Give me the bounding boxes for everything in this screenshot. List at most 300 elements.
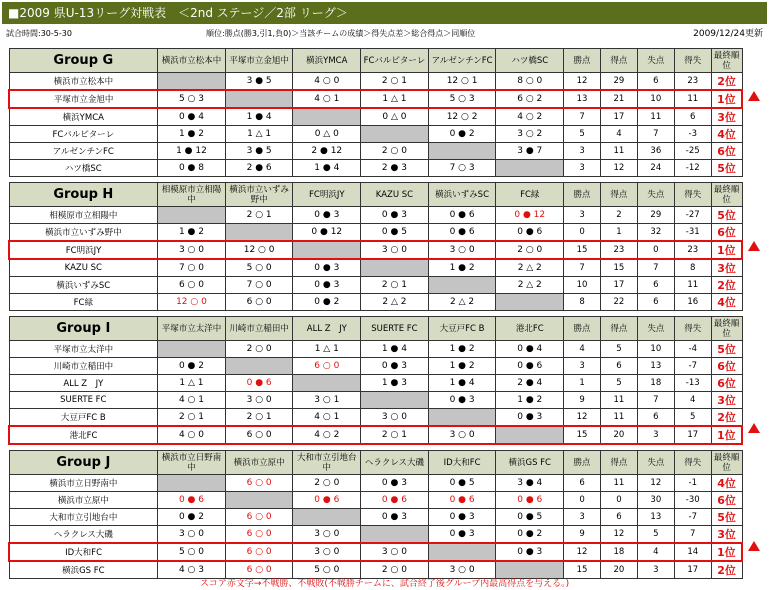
stat-pts: 5 bbox=[564, 126, 601, 143]
match-result: 3 ● 4 bbox=[496, 475, 564, 492]
column-header-team: 川崎市立稲田中 bbox=[225, 317, 293, 341]
match-result: 2 ○ 0 bbox=[225, 341, 293, 358]
match-result: 4 ○ 3 bbox=[158, 561, 226, 579]
stat-gd: -7 bbox=[674, 358, 711, 375]
column-header-team: 相模原市立相陽中 bbox=[158, 183, 226, 207]
stat-ga: 3 bbox=[637, 561, 674, 579]
column-header-ga: 失点 bbox=[637, 183, 674, 207]
match-result: 0 ● 6 bbox=[225, 375, 293, 392]
stat-ga: 0 bbox=[637, 241, 674, 259]
stat-gd: -3 bbox=[674, 126, 711, 143]
subheader bbox=[6, 27, 763, 41]
match-result: 2 ● 4 bbox=[496, 375, 564, 392]
match-result: 6 ○ 0 bbox=[225, 475, 293, 492]
match-result: 6 ○ 0 bbox=[293, 358, 361, 375]
match-result: 0 ● 6 bbox=[428, 224, 496, 242]
team-name: 相模原市立相陽中 bbox=[9, 207, 158, 224]
match-result: 3 ○ 0 bbox=[361, 543, 429, 561]
stat-pts: 12 bbox=[564, 409, 601, 427]
stat-gd: -12 bbox=[674, 160, 711, 177]
column-header-gf: 得点 bbox=[600, 183, 637, 207]
match-result: 4 ○ 0 bbox=[293, 73, 361, 91]
match-result: 0 ● 3 bbox=[428, 392, 496, 409]
table-row bbox=[9, 492, 742, 509]
team-name: 大豆戸FC B bbox=[9, 409, 158, 427]
table-row bbox=[9, 143, 742, 160]
diagonal-cell bbox=[361, 259, 429, 277]
stat-gd: -25 bbox=[674, 143, 711, 160]
stat-gd: 11 bbox=[674, 277, 711, 294]
match-result: 5 ○ 3 bbox=[158, 90, 226, 108]
final-rank: 2位 bbox=[711, 561, 742, 579]
match-result: 0 ● 6 bbox=[158, 492, 226, 509]
match-result: 7 ○ 3 bbox=[428, 160, 496, 177]
stat-gf: 0 bbox=[600, 492, 637, 509]
stat-pts: 9 bbox=[564, 526, 601, 544]
stat-gf: 23 bbox=[600, 241, 637, 259]
match-result: 2 ○ 0 bbox=[361, 561, 429, 579]
match-result: 3 ● 5 bbox=[225, 143, 293, 160]
column-header-team: 横浜YMCA bbox=[293, 49, 361, 73]
final-rank: 1位 bbox=[711, 426, 742, 444]
match-result: 1 ● 4 bbox=[361, 341, 429, 358]
stat-pts: 10 bbox=[564, 277, 601, 294]
final-rank: 6位 bbox=[711, 358, 742, 375]
stat-pts: 7 bbox=[564, 259, 601, 277]
table-row bbox=[9, 224, 742, 242]
table-row bbox=[9, 358, 742, 375]
diagonal-cell bbox=[428, 543, 496, 561]
table-row bbox=[9, 126, 742, 143]
match-result: 2 △ 2 bbox=[428, 294, 496, 311]
match-result: 0 ● 4 bbox=[158, 108, 226, 126]
column-header-gd: 得失 bbox=[674, 183, 711, 207]
match-result: 2 △ 2 bbox=[361, 294, 429, 311]
team-name: 港北FC bbox=[9, 426, 158, 444]
match-result: 6 ○ 0 bbox=[225, 543, 293, 561]
diagonal-cell bbox=[496, 160, 564, 177]
stat-ga: 18 bbox=[637, 375, 674, 392]
diagonal-cell bbox=[361, 392, 429, 409]
match-result: 1 ● 2 bbox=[158, 224, 226, 242]
diagonal-cell bbox=[428, 409, 496, 427]
match-result: 0 ● 2 bbox=[428, 126, 496, 143]
match-result: 0 ● 12 bbox=[293, 224, 361, 242]
diagonal-cell bbox=[293, 375, 361, 392]
match-result: 0 ● 3 bbox=[361, 358, 429, 375]
stat-gd: -7 bbox=[674, 509, 711, 526]
column-header-pts: 勝点 bbox=[564, 183, 601, 207]
column-header-team: 港北FC bbox=[496, 317, 564, 341]
table-row bbox=[9, 73, 742, 91]
stat-gd: 23 bbox=[674, 73, 711, 91]
stat-ga: 32 bbox=[637, 224, 674, 242]
diagonal-cell bbox=[225, 90, 293, 108]
stat-ga: 10 bbox=[637, 341, 674, 358]
group-name: Group J bbox=[9, 451, 158, 475]
stat-gd: -13 bbox=[674, 375, 711, 392]
stat-gd: 4 bbox=[674, 392, 711, 409]
stat-gd: 14 bbox=[674, 543, 711, 561]
match-result: 1 ● 4 bbox=[225, 108, 293, 126]
match-result: 4 ○ 2 bbox=[293, 426, 361, 444]
group-table bbox=[8, 48, 743, 177]
stat-gf: 20 bbox=[600, 561, 637, 579]
diagonal-cell bbox=[158, 475, 226, 492]
stat-gf: 17 bbox=[600, 108, 637, 126]
match-result: 1 ● 3 bbox=[361, 375, 429, 392]
column-header-team: 横浜市立いずみ野中 bbox=[225, 183, 293, 207]
team-name: SUERTE FC bbox=[9, 392, 158, 409]
winner-marker-icon bbox=[748, 423, 760, 433]
group-section bbox=[8, 450, 743, 579]
winner-marker-icon bbox=[748, 91, 760, 101]
stat-gd: 16 bbox=[674, 294, 711, 311]
diagonal-cell bbox=[496, 294, 564, 311]
column-header-team: 横浜いずみSC bbox=[428, 183, 496, 207]
stat-ga: 7 bbox=[637, 392, 674, 409]
stat-gf: 4 bbox=[600, 126, 637, 143]
match-result: 2 ○ 1 bbox=[158, 409, 226, 427]
table-row bbox=[9, 259, 742, 277]
match-result: 2 ● 3 bbox=[361, 160, 429, 177]
final-rank: 2位 bbox=[711, 277, 742, 294]
final-rank: 3位 bbox=[711, 526, 742, 544]
group-table bbox=[8, 316, 743, 445]
stat-gd: 23 bbox=[674, 241, 711, 259]
match-result: 3 ○ 0 bbox=[225, 392, 293, 409]
stat-ga: 10 bbox=[637, 90, 674, 108]
stat-gf: 29 bbox=[600, 73, 637, 91]
match-result: 1 ● 2 bbox=[496, 392, 564, 409]
column-header-team: 横浜GS FC bbox=[496, 451, 564, 475]
table-row bbox=[9, 409, 742, 427]
match-result: 0 ● 4 bbox=[496, 341, 564, 358]
diagonal-cell bbox=[361, 126, 429, 143]
diagonal-cell bbox=[428, 277, 496, 294]
footnote: スコア赤文字→不戦勝、不戦敗(不戦勝チームに、試合終了後グループ内最高得点を与える。) bbox=[199, 579, 570, 589]
stat-pts: 12 bbox=[564, 543, 601, 561]
match-result: 1 △ 1 bbox=[293, 341, 361, 358]
stat-gd: -30 bbox=[674, 492, 711, 509]
team-name: FC明浜JY bbox=[9, 241, 158, 259]
match-result: 4 ○ 2 bbox=[496, 108, 564, 126]
stat-gf: 22 bbox=[600, 294, 637, 311]
match-result: 0 ● 6 bbox=[428, 207, 496, 224]
match-result: 0 ● 3 bbox=[293, 207, 361, 224]
match-result: 1 △ 1 bbox=[225, 126, 293, 143]
final-rank: 5位 bbox=[711, 160, 742, 177]
diagonal-cell bbox=[158, 341, 226, 358]
match-result: 0 ● 2 bbox=[158, 509, 226, 526]
column-header-team: 大和市立引地台中 bbox=[293, 451, 361, 475]
match-result: 1 ● 2 bbox=[158, 126, 226, 143]
table-row bbox=[9, 241, 742, 259]
column-header-gf: 得点 bbox=[600, 451, 637, 475]
match-result: 6 ○ 0 bbox=[225, 561, 293, 579]
diagonal-cell bbox=[225, 358, 293, 375]
stat-pts: 15 bbox=[564, 426, 601, 444]
match-result: 0 ● 3 bbox=[428, 526, 496, 544]
stat-pts: 6 bbox=[564, 475, 601, 492]
match-result: 0 ● 3 bbox=[361, 207, 429, 224]
team-name: 横浜YMCA bbox=[9, 108, 158, 126]
column-header-team: アルゼンチンFC bbox=[428, 49, 496, 73]
stat-ga: 13 bbox=[637, 358, 674, 375]
stat-ga: 7 bbox=[637, 126, 674, 143]
match-result: 2 △ 2 bbox=[496, 259, 564, 277]
match-result: 6 ○ 0 bbox=[225, 294, 293, 311]
final-rank: 6位 bbox=[711, 492, 742, 509]
match-result: 1 ● 2 bbox=[428, 358, 496, 375]
match-result: 0 ● 3 bbox=[428, 509, 496, 526]
match-result: 7 ○ 0 bbox=[225, 277, 293, 294]
match-result: 0 ● 6 bbox=[293, 492, 361, 509]
stat-gf: 11 bbox=[600, 409, 637, 427]
stat-gf: 11 bbox=[600, 143, 637, 160]
stat-ga: 29 bbox=[637, 207, 674, 224]
team-name: 平塚市立太洋中 bbox=[9, 341, 158, 358]
stat-gd: -27 bbox=[674, 207, 711, 224]
final-rank: 1位 bbox=[711, 543, 742, 561]
column-header-team: ID大和FC bbox=[428, 451, 496, 475]
stat-gd: -31 bbox=[674, 224, 711, 242]
match-result: 2 ○ 1 bbox=[225, 409, 293, 427]
final-rank: 5位 bbox=[711, 341, 742, 358]
diagonal-cell bbox=[158, 207, 226, 224]
stat-gf: 1 bbox=[600, 224, 637, 242]
column-header-ga: 失点 bbox=[637, 49, 674, 73]
match-result: 5 ○ 0 bbox=[225, 259, 293, 277]
match-result: 3 ○ 0 bbox=[428, 426, 496, 444]
diagonal-cell bbox=[225, 224, 293, 242]
stat-gd: -4 bbox=[674, 341, 711, 358]
match-result: 1 ● 2 bbox=[428, 259, 496, 277]
table-row bbox=[9, 426, 742, 444]
group-section bbox=[8, 316, 743, 445]
final-rank: 1位 bbox=[711, 241, 742, 259]
column-header-team: 横浜市立松本中 bbox=[158, 49, 226, 73]
final-rank: 3位 bbox=[711, 108, 742, 126]
stat-gf: 21 bbox=[600, 90, 637, 108]
column-header-rank: 最終順位 bbox=[711, 317, 742, 341]
final-rank: 5位 bbox=[711, 509, 742, 526]
team-name: ALL Z JY bbox=[9, 375, 158, 392]
stat-pts: 13 bbox=[564, 90, 601, 108]
final-rank: 3位 bbox=[711, 392, 742, 409]
match-result: 12 ○ 0 bbox=[225, 241, 293, 259]
stat-gf: 11 bbox=[600, 475, 637, 492]
match-result: 3 ○ 0 bbox=[293, 543, 361, 561]
stat-gf: 2 bbox=[600, 207, 637, 224]
stat-gf: 17 bbox=[600, 277, 637, 294]
match-result: 5 ○ 3 bbox=[428, 90, 496, 108]
stat-ga: 4 bbox=[637, 543, 674, 561]
stat-gf: 5 bbox=[600, 341, 637, 358]
column-header-team: 平塚市立金旭中 bbox=[225, 49, 293, 73]
diagonal-cell bbox=[293, 241, 361, 259]
stat-gf: 15 bbox=[600, 259, 637, 277]
column-header-team: ヘラクレス大磯 bbox=[361, 451, 429, 475]
match-result: 0 ● 3 bbox=[361, 475, 429, 492]
stat-gd: 5 bbox=[674, 409, 711, 427]
column-header-team: 大豆戸FC B bbox=[428, 317, 496, 341]
stat-pts: 0 bbox=[564, 492, 601, 509]
column-header-team: 横浜市立日野南中 bbox=[158, 451, 226, 475]
group-name: Group G bbox=[9, 49, 158, 73]
match-result: 3 ○ 0 bbox=[361, 409, 429, 427]
final-rank: 2位 bbox=[711, 409, 742, 427]
match-result: 0 ● 3 bbox=[293, 277, 361, 294]
table-row bbox=[9, 375, 742, 392]
match-result: 1 △ 1 bbox=[361, 90, 429, 108]
page-title: ■2009 県U-13リーグ対戦表 ＜2nd ステージ／2部 リーグ＞ bbox=[2, 2, 767, 24]
match-result: 5 ○ 0 bbox=[293, 561, 361, 579]
column-header-team: ハツ橋SC bbox=[496, 49, 564, 73]
match-result: 0 ● 8 bbox=[158, 160, 226, 177]
stat-gd: -1 bbox=[674, 475, 711, 492]
match-result: 6 ○ 2 bbox=[496, 90, 564, 108]
table-row bbox=[9, 160, 742, 177]
match-result: 0 ● 5 bbox=[496, 509, 564, 526]
column-header-pts: 勝点 bbox=[564, 451, 601, 475]
table-row bbox=[9, 277, 742, 294]
match-result: 1 ● 4 bbox=[428, 375, 496, 392]
column-header-rank: 最終順位 bbox=[711, 183, 742, 207]
match-result: 3 ● 7 bbox=[496, 143, 564, 160]
match-result: 0 ● 2 bbox=[496, 526, 564, 544]
match-result: 12 ○ 1 bbox=[428, 73, 496, 91]
team-name: FCバルピターレ bbox=[9, 126, 158, 143]
match-result: 0 ● 5 bbox=[428, 475, 496, 492]
column-header-team: FC緑 bbox=[496, 183, 564, 207]
match-result: 3 ○ 0 bbox=[158, 241, 226, 259]
group-name: Group I bbox=[9, 317, 158, 341]
column-header-team: KAZU SC bbox=[361, 183, 429, 207]
stat-ga: 12 bbox=[637, 475, 674, 492]
stat-ga: 11 bbox=[637, 108, 674, 126]
stat-pts: 12 bbox=[564, 73, 601, 91]
stat-ga: 6 bbox=[637, 277, 674, 294]
match-result: 0 ● 3 bbox=[496, 409, 564, 427]
team-name: 大和市立引地台中 bbox=[9, 509, 158, 526]
final-rank: 6位 bbox=[711, 143, 742, 160]
match-result: 7 ○ 0 bbox=[158, 259, 226, 277]
column-header-team: 横浜市立原中 bbox=[225, 451, 293, 475]
match-result: 3 ○ 2 bbox=[496, 126, 564, 143]
match-result: 2 ○ 0 bbox=[361, 143, 429, 160]
diagonal-cell bbox=[361, 526, 429, 544]
final-rank: 4位 bbox=[711, 126, 742, 143]
match-result: 4 ○ 0 bbox=[158, 426, 226, 444]
column-header-rank: 最終順位 bbox=[711, 49, 742, 73]
match-result: 0 ● 6 bbox=[496, 492, 564, 509]
updated-date: 2009/12/24更新 bbox=[693, 29, 763, 39]
table-row bbox=[9, 341, 742, 358]
group-section bbox=[8, 48, 743, 177]
column-header-team: ALL Z JY bbox=[293, 317, 361, 341]
stat-pts: 3 bbox=[564, 160, 601, 177]
team-name: FC緑 bbox=[9, 294, 158, 311]
match-result: 0 ● 2 bbox=[158, 358, 226, 375]
table-row bbox=[9, 207, 742, 224]
rank-rule: 順位:勝点(勝3,引1,負0)＞当該チームの成績＞得失点差＞総合得点＞同順位 bbox=[206, 29, 476, 38]
match-result: 3 ○ 0 bbox=[428, 241, 496, 259]
team-name: アルゼンチンFC bbox=[9, 143, 158, 160]
match-result: 1 △ 1 bbox=[158, 375, 226, 392]
stat-ga: 6 bbox=[637, 73, 674, 91]
stat-pts: 9 bbox=[564, 392, 601, 409]
match-result: 1 ● 12 bbox=[158, 143, 226, 160]
table-row bbox=[9, 294, 742, 311]
team-name: 横浜市立日野南中 bbox=[9, 475, 158, 492]
stat-ga: 5 bbox=[637, 526, 674, 544]
stat-ga: 6 bbox=[637, 294, 674, 311]
match-result: 3 ○ 0 bbox=[158, 526, 226, 544]
match-result: 3 ○ 0 bbox=[428, 561, 496, 579]
stat-ga: 36 bbox=[637, 143, 674, 160]
stat-pts: 1 bbox=[564, 375, 601, 392]
match-result: 2 ● 12 bbox=[293, 143, 361, 160]
stat-ga: 13 bbox=[637, 509, 674, 526]
match-result: 4 ○ 1 bbox=[293, 90, 361, 108]
column-header-team: 平塚市立太洋中 bbox=[158, 317, 226, 341]
table-row bbox=[9, 475, 742, 492]
final-rank: 4位 bbox=[711, 294, 742, 311]
match-result: 12 ○ 2 bbox=[428, 108, 496, 126]
stat-gf: 6 bbox=[600, 358, 637, 375]
stat-gf: 6 bbox=[600, 509, 637, 526]
match-result: 2 ○ 0 bbox=[496, 241, 564, 259]
stat-gd: 11 bbox=[674, 90, 711, 108]
stat-pts: 8 bbox=[564, 294, 601, 311]
team-name: 横浜市立松本中 bbox=[9, 73, 158, 91]
stat-gd: 7 bbox=[674, 526, 711, 544]
stat-gd: 8 bbox=[674, 259, 711, 277]
diagonal-cell bbox=[293, 108, 361, 126]
final-rank: 6位 bbox=[711, 375, 742, 392]
stat-gf: 5 bbox=[600, 375, 637, 392]
table-row bbox=[9, 108, 742, 126]
final-rank: 6位 bbox=[711, 224, 742, 242]
match-result: 0 ● 5 bbox=[361, 224, 429, 242]
group-table bbox=[8, 182, 743, 311]
match-result: 3 ○ 0 bbox=[361, 241, 429, 259]
team-name: 横浜いずみSC bbox=[9, 277, 158, 294]
group-section bbox=[8, 182, 743, 311]
match-result: 4 ○ 1 bbox=[158, 392, 226, 409]
stat-pts: 3 bbox=[564, 509, 601, 526]
final-rank: 4位 bbox=[711, 475, 742, 492]
final-rank: 1位 bbox=[711, 90, 742, 108]
match-result: 0 ● 6 bbox=[496, 358, 564, 375]
team-name: 横浜GS FC bbox=[9, 561, 158, 579]
match-result: 0 ● 3 bbox=[496, 543, 564, 561]
match-result: 2 ○ 1 bbox=[361, 426, 429, 444]
stat-gf: 11 bbox=[600, 392, 637, 409]
team-name: KAZU SC bbox=[9, 259, 158, 277]
diagonal-cell bbox=[293, 509, 361, 526]
column-header-gf: 得点 bbox=[600, 317, 637, 341]
column-header-rank: 最終順位 bbox=[711, 451, 742, 475]
column-header-team: FCバルピターレ bbox=[361, 49, 429, 73]
stat-pts: 7 bbox=[564, 108, 601, 126]
stat-pts: 3 bbox=[564, 143, 601, 160]
team-name: ID大和FC bbox=[9, 543, 158, 561]
team-name: 平塚市立金旭中 bbox=[9, 90, 158, 108]
team-name: ヘラクレス大磯 bbox=[9, 526, 158, 544]
column-header-gf: 得点 bbox=[600, 49, 637, 73]
